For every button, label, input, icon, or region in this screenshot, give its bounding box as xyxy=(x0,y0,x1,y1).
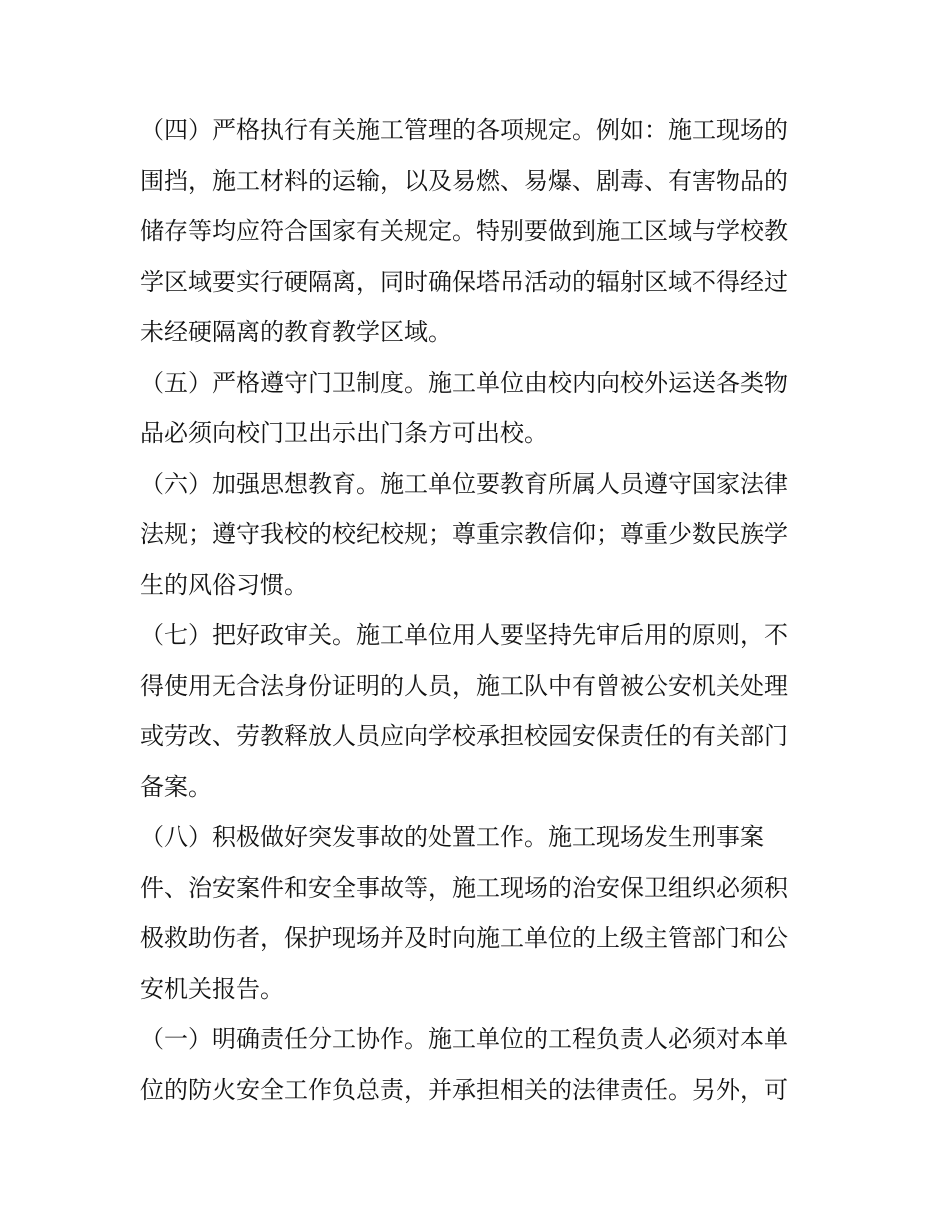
document-body xyxy=(140,105,820,1115)
text-line: （五）严格遵守门卫制度。施工单位由校内向校外运送各类物 xyxy=(140,368,788,397)
text-line: 品必须向校门卫出示出门条方可出校。 xyxy=(140,419,548,447)
text-line: 或劳改、劳教释放人员应向学校承担校园安保责任的有关部门 xyxy=(140,722,788,750)
text-line: 学区域要实行硬隔离，同时确保塔吊活动的辐射区域不得经过 xyxy=(140,267,788,296)
text-line: 备案。 xyxy=(140,772,212,801)
text-line: 未经硬隔离的教育教学区域。 xyxy=(140,318,452,346)
text-line: 围挡，施工材料的运输，以及易燃、易爆、剧毒、有害物品的 xyxy=(140,166,788,195)
text-line: 位的防火安全工作负总责，并承担相关的法律责任。另外，可 xyxy=(140,1075,788,1104)
text-line: 储存等均应符合国家有关规定。特别要做到施工区域与学校教 xyxy=(140,217,788,245)
text-line: 极救助伤者，保护现场并及时向施工单位的上级主管部门和公 xyxy=(140,924,788,952)
text-line: （七）把好政审关。施工单位用人要坚持先审后用的原则，不 xyxy=(140,621,788,649)
text-line: 件、治安案件和安全事故等，施工现场的治安保卫组织必须积 xyxy=(140,873,788,902)
text-line: （一）明确责任分工协作。施工单位的工程负责人必须对本单 xyxy=(140,1025,788,1053)
text-line: 得使用无合法身份证明的人员，施工队中有曾被公安机关处理 xyxy=(140,671,788,700)
text-line: 法规；遵守我校的校纪校规；尊重宗教信仰；尊重少数民族学 xyxy=(140,520,788,548)
text-line: （四）严格执行有关施工管理的各项规定。例如：施工现场的 xyxy=(140,116,788,144)
text-line: 安机关报告。 xyxy=(140,974,284,1003)
text-line: （八）积极做好突发事故的处置工作。施工现场发生刑事案 xyxy=(140,823,764,851)
text-line: （六）加强思想教育。施工单位要教育所属人员遵守国家法律 xyxy=(140,469,788,498)
text-line: 生的风俗习惯。 xyxy=(140,570,308,599)
